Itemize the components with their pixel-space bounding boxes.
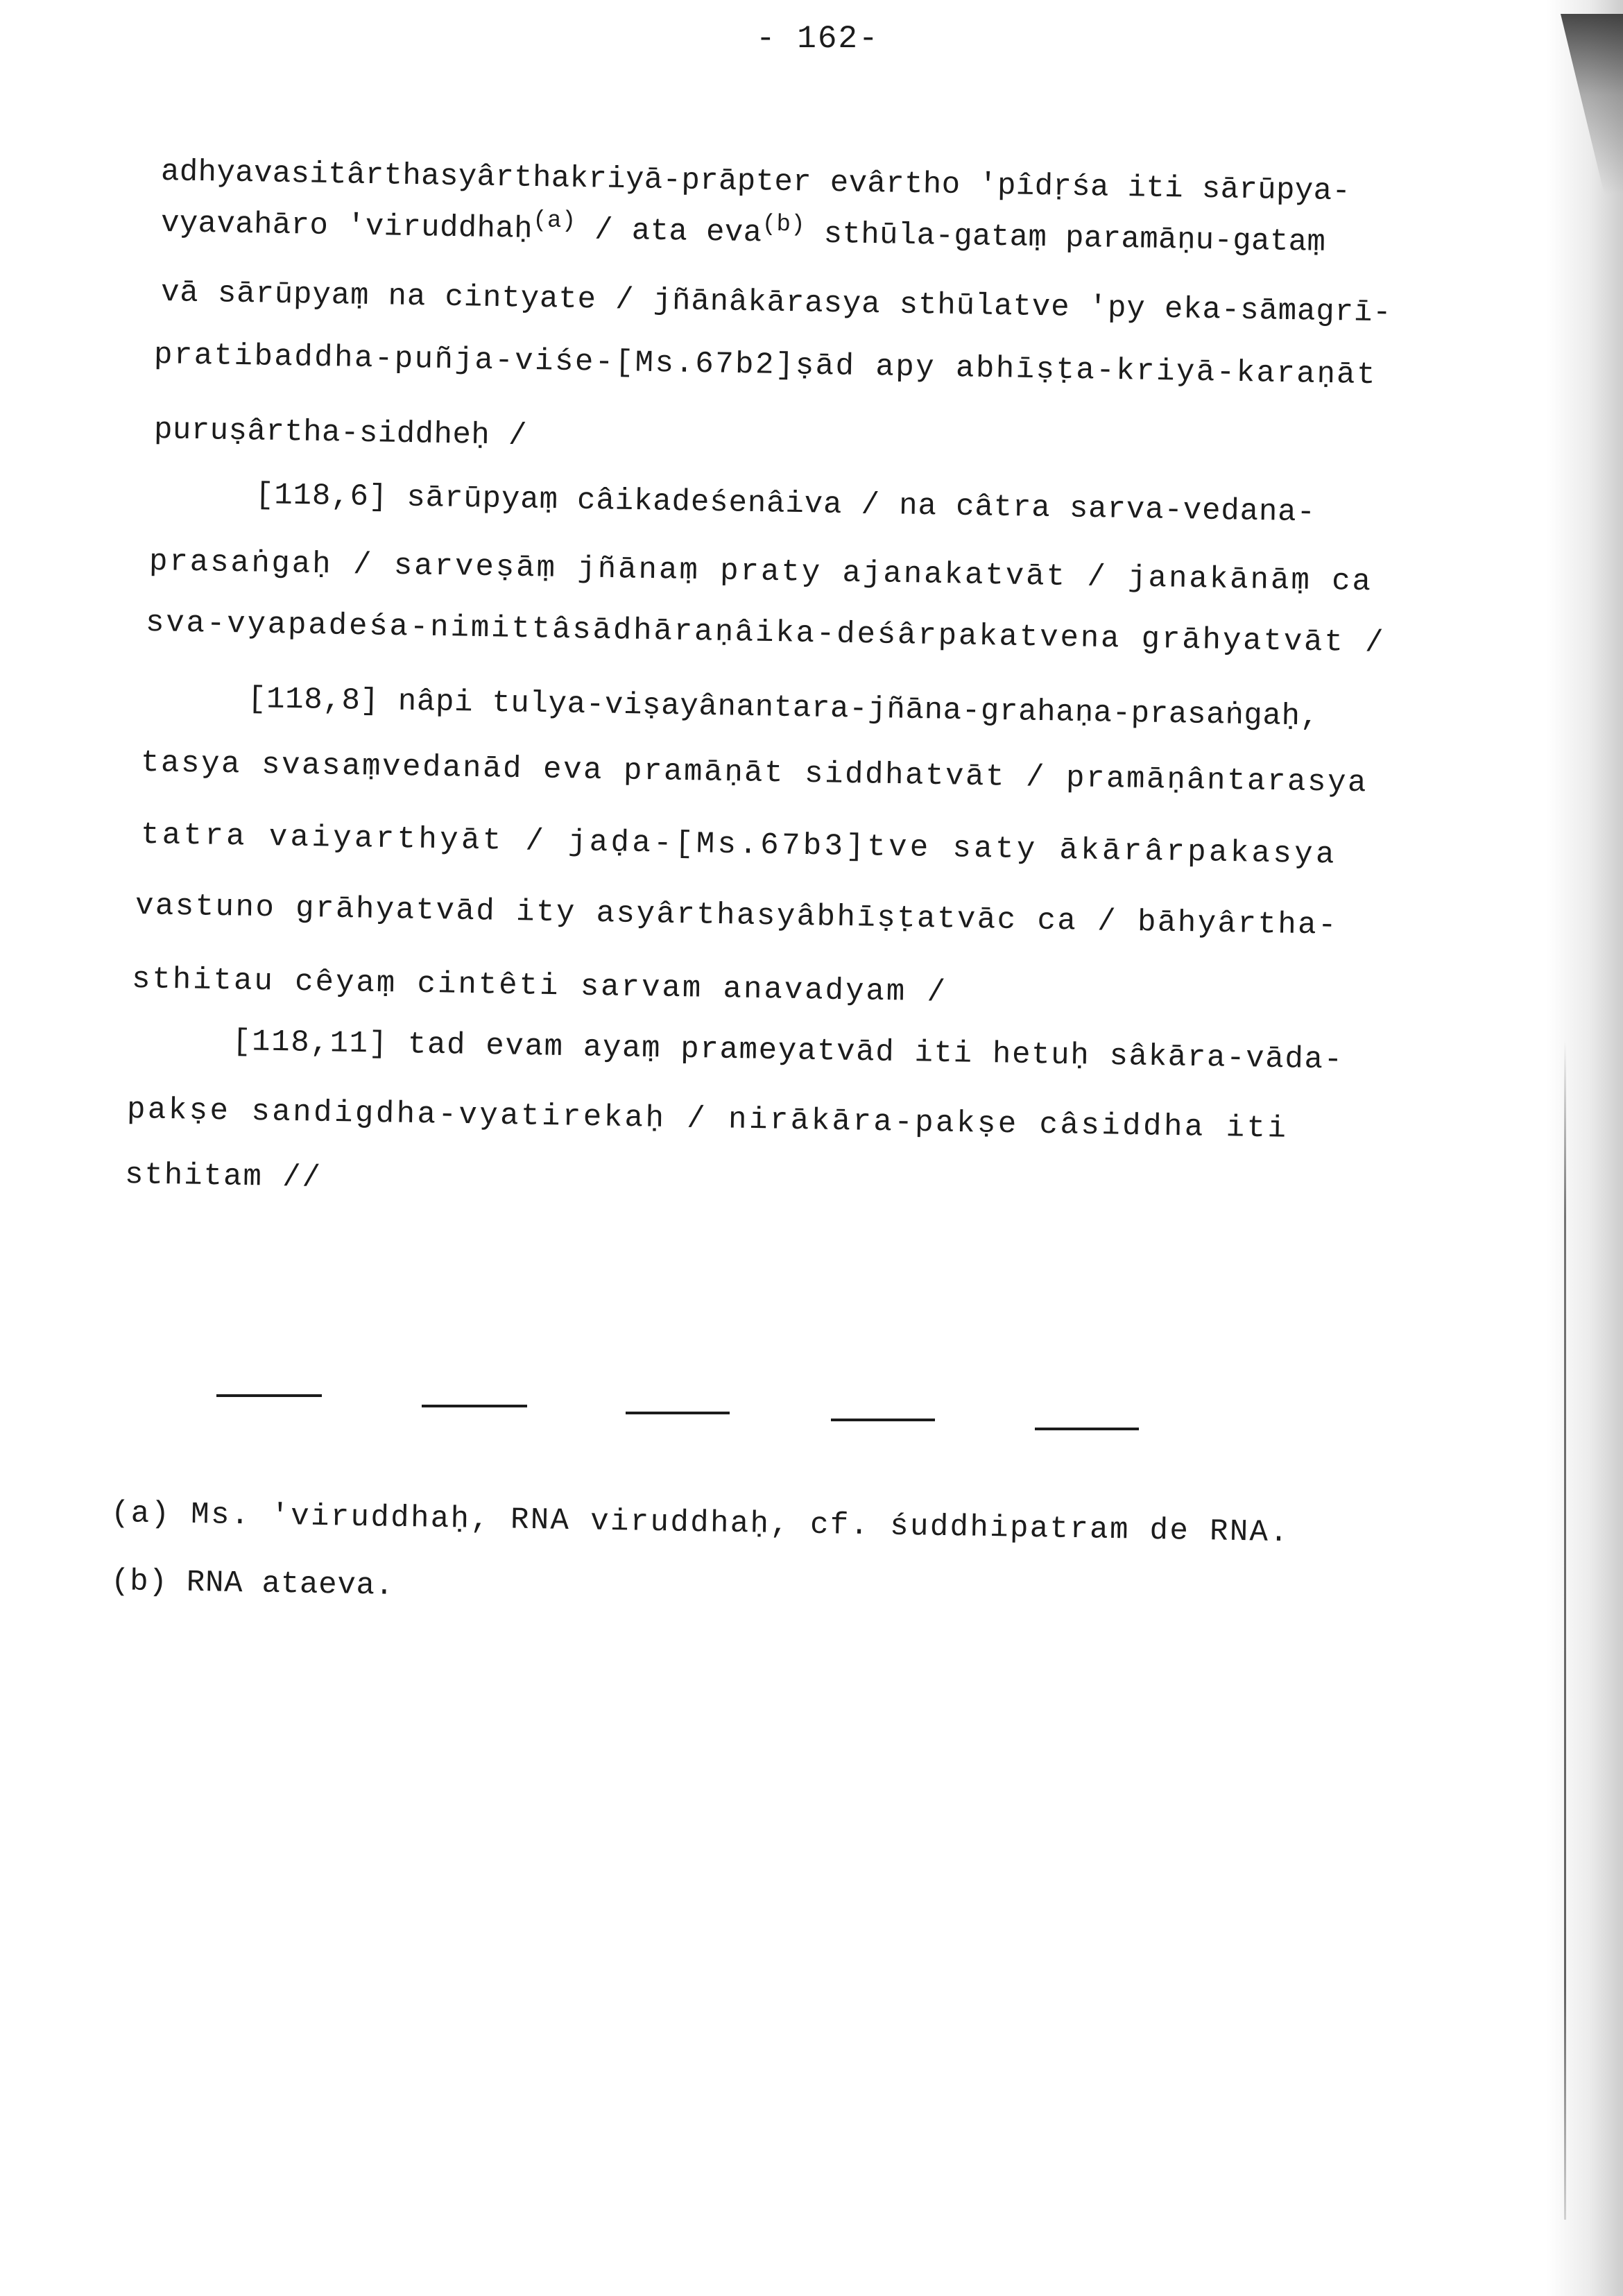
- text-line-1: adhyavasitârthasyârthakriyā-prāpter evârtho 'pîdṛśa iti sārūpya-: [160, 155, 1351, 209]
- text-line-7: prasaṅgaḥ / sarveṣāṃ jñānaṃ praty ajanakatvāt / janakānāṃ ca: [148, 545, 1373, 600]
- text-line-16: sthitam //: [124, 1158, 323, 1196]
- separator-dash: [216, 1394, 322, 1397]
- separator-dash: [831, 1419, 935, 1421]
- footnote-b: (b) RNA ataeva.: [110, 1564, 395, 1604]
- text-line-8: sva-vyapadeśa-nimittâsādhāraṇâika-deśârpakatvena grāhyatvāt /: [145, 606, 1386, 661]
- text-line-14: [118,11] tad evam ayaṃ prameyatvād iti hetuḥ sâkāra-vāda-: [232, 1025, 1344, 1078]
- text-line-15: pakṣe sandigdha-vyatirekaḥ / nirākāra-pakṣe câsiddha iti: [126, 1093, 1289, 1147]
- text-line-2-part-c: sthūla-gataṃ paramāṇu-gataṃ: [805, 216, 1326, 260]
- text-line-13: sthitau cêyaṃ cintêti sarvam anavadyam /: [131, 962, 948, 1011]
- separator-dash: [1035, 1428, 1139, 1430]
- text-line-10: tasya svasaṃvedanād eva pramāṇāt siddhatvāt / pramāṇântarasya: [140, 746, 1368, 801]
- separator-dash: [422, 1405, 527, 1407]
- text-line-2-part-a: vyavahāro 'viruddhaḥ: [160, 206, 533, 247]
- text-line-2: [161, 208, 1326, 258]
- footnote-a: (a) Ms. 'viruddhaḥ, RNA viruddhaḥ, cf. śuddhipatram de RNA.: [110, 1496, 1290, 1551]
- scan-edge-shadow: [1547, 0, 1623, 2296]
- footnote-ref-a: (a): [532, 207, 576, 235]
- scan-edge-line: [1564, 1040, 1566, 2220]
- text-line-12: vastuno grāhyatvād ity asyârthasyâbhīṣṭatvāc ca / bāhyârtha-: [135, 889, 1339, 943]
- page-number: - 162-: [756, 21, 879, 57]
- separator-dash: [626, 1412, 730, 1414]
- text-line-3: vā sārūpyaṃ na cintyate / jñānâkārasya sthūlatve 'py eka-sāmagrī-: [160, 275, 1392, 331]
- footnote-ref-b: (b): [762, 211, 806, 239]
- text-line-4: pratibaddha-puñja-viśe-[Ms.67b2]ṣād apy abhīṣṭa-kriyā-karaṇāt: [153, 338, 1377, 393]
- text-line-2-part-b: / ata eva: [576, 212, 762, 251]
- text-line-9: [118,8] nâpi tulya-viṣayânantara-jñāna-grahaṇa-prasaṅgaḥ,: [247, 682, 1320, 735]
- text-line-6: [118,6] sārūpyaṃ câikadeśenâiva / na câtra sarva-vedana-: [255, 478, 1316, 531]
- text-line-5: puruṣârtha-siddheḥ /: [153, 413, 528, 454]
- text-line-11: tatra vaiyarthyāt / jaḍa-[Ms.67b3]tve saty ākārârpakasya: [140, 818, 1338, 873]
